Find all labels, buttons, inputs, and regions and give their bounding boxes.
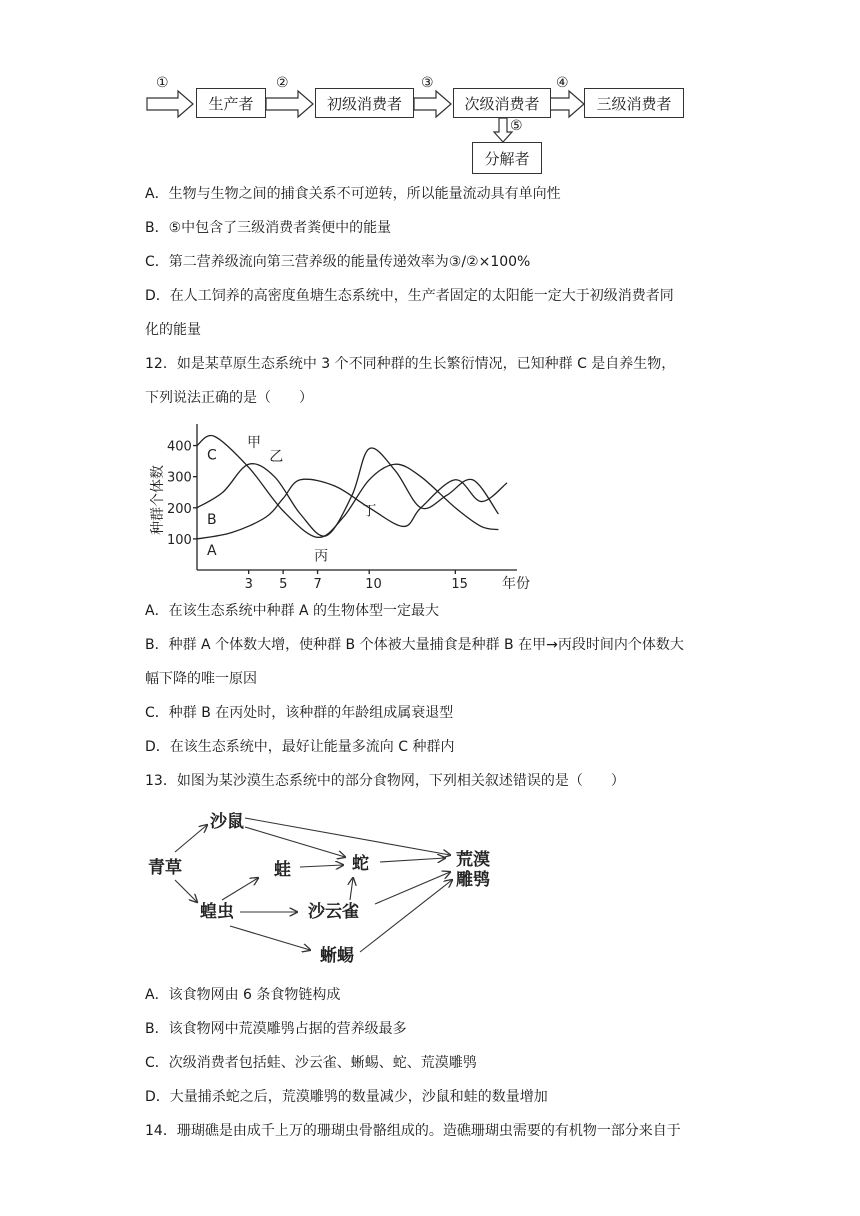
y-tick-label: 400 — [167, 439, 192, 455]
q13-option-c: C．次级消费者包括蛙、沙云雀、蜥蜴、蛇、荒漠雕鸮 — [145, 1055, 477, 1071]
y-axis-label: 种群个体数 — [150, 465, 166, 535]
tertiary-consumer-box: 三级消费者 — [584, 88, 684, 118]
producer-box: 生产者 — [196, 88, 266, 118]
flow-label-5: ⑤ — [510, 118, 523, 134]
q11-option-b: B．⑤中包含了三级消费者粪便中的能量 — [145, 220, 392, 236]
flow-arrow-4 — [550, 91, 584, 117]
edge-locust-lizard — [230, 926, 310, 950]
flow-arrow-1 — [147, 91, 193, 117]
flow-label-1: ① — [156, 75, 169, 91]
chart-annotation: 丁 — [362, 503, 377, 520]
x-axis-label: 年份 — [502, 576, 530, 592]
q11-option-c: C．第二营养级流向第三营养级的能量传递效率为③/②×100% — [145, 254, 531, 270]
edge-lark-eagle — [375, 872, 450, 904]
q13-option-d: D．大量捕杀蛇之后，荒漠雕鸮的数量减少，沙鼠和蛙的数量增加 — [145, 1089, 548, 1105]
flow-arrow-2 — [266, 91, 313, 117]
q12-stem-line2: 下列说法正确的是（ ） — [145, 390, 313, 406]
x-tick-label: 3 — [244, 577, 253, 592]
primary-consumer-box: 初级消费者 — [315, 88, 414, 118]
edge-frog-snake — [300, 865, 343, 867]
q13-option-a: A．该食物网由 6 条食物链构成 — [145, 987, 341, 1003]
node-eagle-line2: 雕鸮 — [456, 870, 490, 890]
series-label-A: A — [207, 542, 217, 559]
node-eagle-line1: 荒漠 — [456, 850, 490, 870]
chart-annotation: 乙 — [269, 449, 284, 466]
edge-gerbil-snake — [245, 827, 345, 857]
series-line-A — [197, 479, 507, 539]
q12-option-b-line2: 幅下降的唯一原因 — [145, 671, 257, 687]
series-line-C — [197, 436, 498, 538]
secondary-consumer-box: 次级消费者 — [453, 88, 551, 118]
q14-stem: 14．珊瑚礁是由成千上万的珊瑚虫骨骼组成的。造礁珊瑚虫需要的有机物一部分来自于 — [145, 1123, 681, 1139]
q11-option-d-line2: 化的能量 — [145, 322, 201, 338]
q11-option-a: A．生物与生物之间的捕食关系不可逆转，所以能量流动具有单向性 — [145, 186, 561, 202]
y-tick-label: 300 — [167, 470, 192, 486]
chart-annotation: 甲 — [246, 435, 261, 452]
decomposer-box: 分解者 — [472, 142, 542, 174]
flow-label-2: ② — [276, 75, 289, 91]
series-label-B: B — [207, 511, 217, 528]
y-tick-label: 100 — [167, 532, 192, 548]
y-tick-label: 200 — [167, 501, 192, 517]
edge-snake-eagle — [380, 858, 445, 862]
q12-stem-line1: 12．如是某草原生态系统中 3 个不同种群的生长繁衍情况，已知种群 C 是自养生物， — [145, 356, 676, 372]
node-gerbil: 沙鼠 — [210, 812, 244, 832]
edge-lark-snake — [350, 878, 353, 900]
food-web-diagram — [140, 800, 540, 980]
x-tick-label: 10 — [365, 577, 382, 592]
q12-option-d: D．在该生态系统中，最好让能量多流向 C 种群内 — [145, 739, 455, 755]
population-chart — [140, 418, 540, 598]
edge-locust-frog — [222, 878, 258, 900]
x-tick-label: 15 — [451, 577, 468, 592]
q13-stem: 13．如图为某沙漠生态系统中的部分食物网，下列相关叙述错误的是（ ） — [145, 773, 625, 789]
edge-grass-gerbil — [175, 825, 207, 852]
node-grass: 青草 — [148, 858, 182, 878]
series-label-C: C — [207, 447, 217, 464]
q12-option-c: C．种群 B 在丙处时，该种群的年龄组成属衰退型 — [145, 705, 454, 721]
node-locust: 蝗虫 — [200, 902, 234, 922]
x-tick-label: 7 — [313, 577, 322, 592]
node-snake: 蛇 — [352, 854, 369, 874]
q12-option-a: A．在该生态系统中种群 A 的生物体型一定最大 — [145, 603, 440, 619]
node-frog: 蛙 — [274, 860, 291, 880]
chart-annotation: 丙 — [314, 548, 329, 565]
q11-option-d-line1: D．在人工饲养的高密度鱼塘生态系统中，生产者固定的太阳能一定大于初级消费者同 — [145, 288, 674, 304]
flow-arrow-3 — [414, 91, 451, 117]
q12-option-b-line1: B．种群 A 个体数大增，使种群 B 个体被大量捕食是种群 B 在甲→丙段时间内个体数大 — [145, 637, 684, 653]
x-tick-label: 5 — [279, 577, 288, 592]
edge-grass-locust — [175, 880, 197, 902]
node-lark: 沙云雀 — [308, 902, 359, 922]
flow-label-4: ④ — [556, 75, 569, 91]
node-lizard: 蜥蜴 — [320, 946, 354, 966]
flow-label-3: ③ — [421, 75, 434, 91]
q13-option-b: B．该食物网中荒漠雕鸮占据的营养级最多 — [145, 1021, 407, 1037]
